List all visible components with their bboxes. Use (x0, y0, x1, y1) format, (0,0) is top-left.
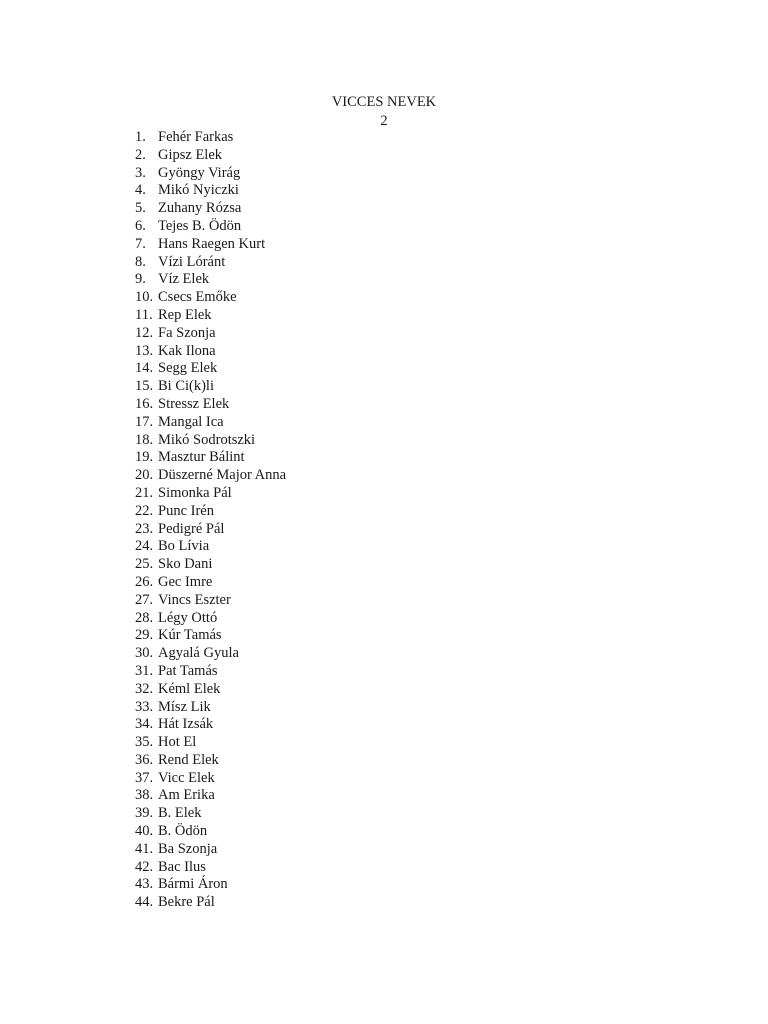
list-item-number: 31. (135, 662, 154, 679)
list-item-number: 18. (135, 431, 154, 448)
list-item-name: Kéml Elek (158, 680, 221, 697)
list-item-number: 41. (135, 840, 154, 857)
list-item-number: 33. (135, 698, 154, 715)
list-item-name: Légy Ottó (158, 609, 218, 626)
list-item (135, 592, 286, 610)
list-item (135, 521, 286, 539)
list-item-name: Gipsz Elek (158, 146, 223, 163)
list-item (135, 307, 286, 325)
list-item-name: Simonka Pál (158, 484, 232, 501)
list-item-name: Am Erika (158, 787, 215, 804)
list-item-name: Fa Szonja (158, 324, 216, 341)
list-item (135, 841, 286, 859)
list-item (135, 218, 286, 236)
list-item-name: Rend Elek (158, 751, 219, 768)
list-item (135, 787, 286, 805)
list-item (135, 681, 286, 699)
list-item-number: 40. (135, 823, 154, 840)
document-title: VICCES NEVEK (331, 94, 437, 110)
list-item-number: 8. (135, 253, 146, 270)
list-item-name: Bac Ilus (158, 858, 206, 875)
list-item-number: 32. (135, 680, 154, 697)
list-item-name: Sko Dani (158, 556, 213, 573)
list-item-number: 10. (135, 289, 154, 306)
list-item-number: 27. (135, 591, 154, 608)
list-item (135, 734, 286, 752)
list-item (135, 699, 286, 717)
list-item (135, 610, 286, 628)
list-item-number: 9. (135, 271, 146, 288)
list-item-name: Agyalá Gyula (158, 645, 239, 662)
list-item-number: 26. (135, 573, 154, 590)
list-item (135, 467, 286, 485)
list-item-number: 16. (135, 395, 154, 412)
list-item-name: Kúr Tamás (158, 627, 222, 644)
list-item-name: Stressz Elek (158, 395, 230, 412)
list-item-number: 15. (135, 378, 154, 395)
list-item (135, 378, 286, 396)
list-item-name: Hans Raegen Kurt (158, 235, 266, 252)
list-item (135, 396, 286, 414)
list-item-number: 22. (135, 502, 154, 519)
list-item-number: 12. (135, 324, 154, 341)
list-item (135, 894, 286, 912)
list-item-number: 7. (135, 235, 146, 252)
list-item-number: 14. (135, 360, 154, 377)
list-item-name: Fehér Farkas (158, 129, 234, 145)
list-item-name: Mikó Nyiczki (158, 182, 239, 199)
list-item-number: 20. (135, 467, 154, 484)
list-item (135, 627, 286, 645)
list-item-number: 38. (135, 787, 154, 804)
list-item-number: 11. (135, 306, 153, 323)
list-item-name: Vincs Eszter (158, 591, 231, 608)
list-item-number: 3. (135, 164, 146, 181)
list-item (135, 859, 286, 877)
list-item (135, 449, 286, 467)
list-item-name: Bi Ci(k)li (158, 378, 214, 395)
list-item-name: Rep Elek (158, 306, 212, 323)
list-item (135, 485, 286, 503)
list-item-number: 17. (135, 413, 154, 430)
list-item (135, 805, 286, 823)
list-item-number: 35. (135, 734, 154, 751)
list-item-number: 21. (135, 484, 154, 501)
list-item (135, 876, 286, 894)
list-item (135, 823, 286, 841)
list-item (135, 165, 286, 183)
list-item-number: 43. (135, 876, 154, 893)
list-item (135, 360, 286, 378)
list-item (135, 182, 286, 200)
list-item-name: Gyöngy Virág (158, 164, 241, 181)
list-item-number: 37. (135, 769, 154, 786)
list-item-name: Mangal Ica (158, 413, 224, 430)
list-item-name: Masztur Bálint (158, 449, 245, 466)
list-item-name: Vicc Elek (158, 769, 215, 786)
list-item-number: 44. (135, 894, 154, 911)
list-item (135, 200, 286, 218)
list-item (135, 414, 286, 432)
list-item-name: Mikó Sodrotszki (158, 431, 256, 448)
list-item (135, 752, 286, 770)
list-item-name: Bármi Áron (158, 876, 228, 893)
list-item (135, 271, 286, 289)
list-item-name: Bo Lívia (158, 538, 210, 555)
list-item-number: 29. (135, 627, 154, 644)
list-item-name: Mísz Lik (158, 698, 211, 715)
list-item (135, 289, 286, 307)
list-item-number: 2. (135, 146, 146, 163)
list-item (135, 343, 286, 361)
list-item-name: Csecs Emőke (158, 289, 237, 306)
list-item-name: Zuhany Rózsa (158, 200, 242, 217)
list-item (135, 432, 286, 450)
list-item (135, 325, 286, 343)
list-item-number: 1. (135, 129, 146, 145)
list-item (135, 574, 286, 592)
list-item-number: 19. (135, 449, 154, 466)
list-item (135, 663, 286, 681)
list-item-name: Kak Ilona (158, 342, 216, 359)
list-item-name: Pedigré Pál (158, 520, 225, 537)
list-item-number: 13. (135, 342, 154, 359)
list-item-number: 24. (135, 538, 154, 555)
list-item (135, 147, 286, 165)
list-item (135, 645, 286, 663)
list-item (135, 129, 286, 147)
list-item (135, 770, 286, 788)
list-item (135, 538, 286, 556)
names-list (135, 129, 286, 912)
list-item-name: Gec Imre (158, 573, 213, 590)
list-item-number: 42. (135, 858, 154, 875)
list-item-name: Punc Irén (158, 502, 214, 519)
list-item-number: 28. (135, 609, 154, 626)
list-item-name: Vízi Lóránt (158, 253, 226, 270)
list-item-number: 39. (135, 805, 154, 822)
list-item-name: Tejes B. Ödön (158, 217, 242, 234)
list-item-number: 6. (135, 217, 146, 234)
list-item-name: Ba Szonja (158, 840, 218, 857)
list-item-number: 36. (135, 751, 154, 768)
list-item-name: B. Ödön (158, 823, 208, 840)
list-item-number: 30. (135, 645, 154, 662)
list-item-number: 34. (135, 716, 154, 733)
list-item-name: Hát Izsák (158, 716, 214, 733)
list-item (135, 556, 286, 574)
list-item-number: 4. (135, 182, 146, 199)
list-item (135, 503, 286, 521)
list-item (135, 254, 286, 272)
list-item-number: 5. (135, 200, 146, 217)
list-item-name: Düszerné Major Anna (158, 467, 287, 484)
list-item-name: Hot El (158, 734, 197, 751)
list-item (135, 716, 286, 734)
list-item-number: 25. (135, 556, 154, 573)
list-item-name: Segg Elek (158, 360, 218, 377)
list-item-name: B. Elek (158, 805, 202, 822)
list-item (135, 236, 286, 254)
list-item-number: 23. (135, 520, 154, 537)
page-number: 2 (380, 113, 388, 129)
list-item-name: Víz Elek (158, 271, 210, 288)
list-item-name: Pat Tamás (158, 662, 218, 679)
list-item-name: Bekre Pál (158, 894, 215, 911)
